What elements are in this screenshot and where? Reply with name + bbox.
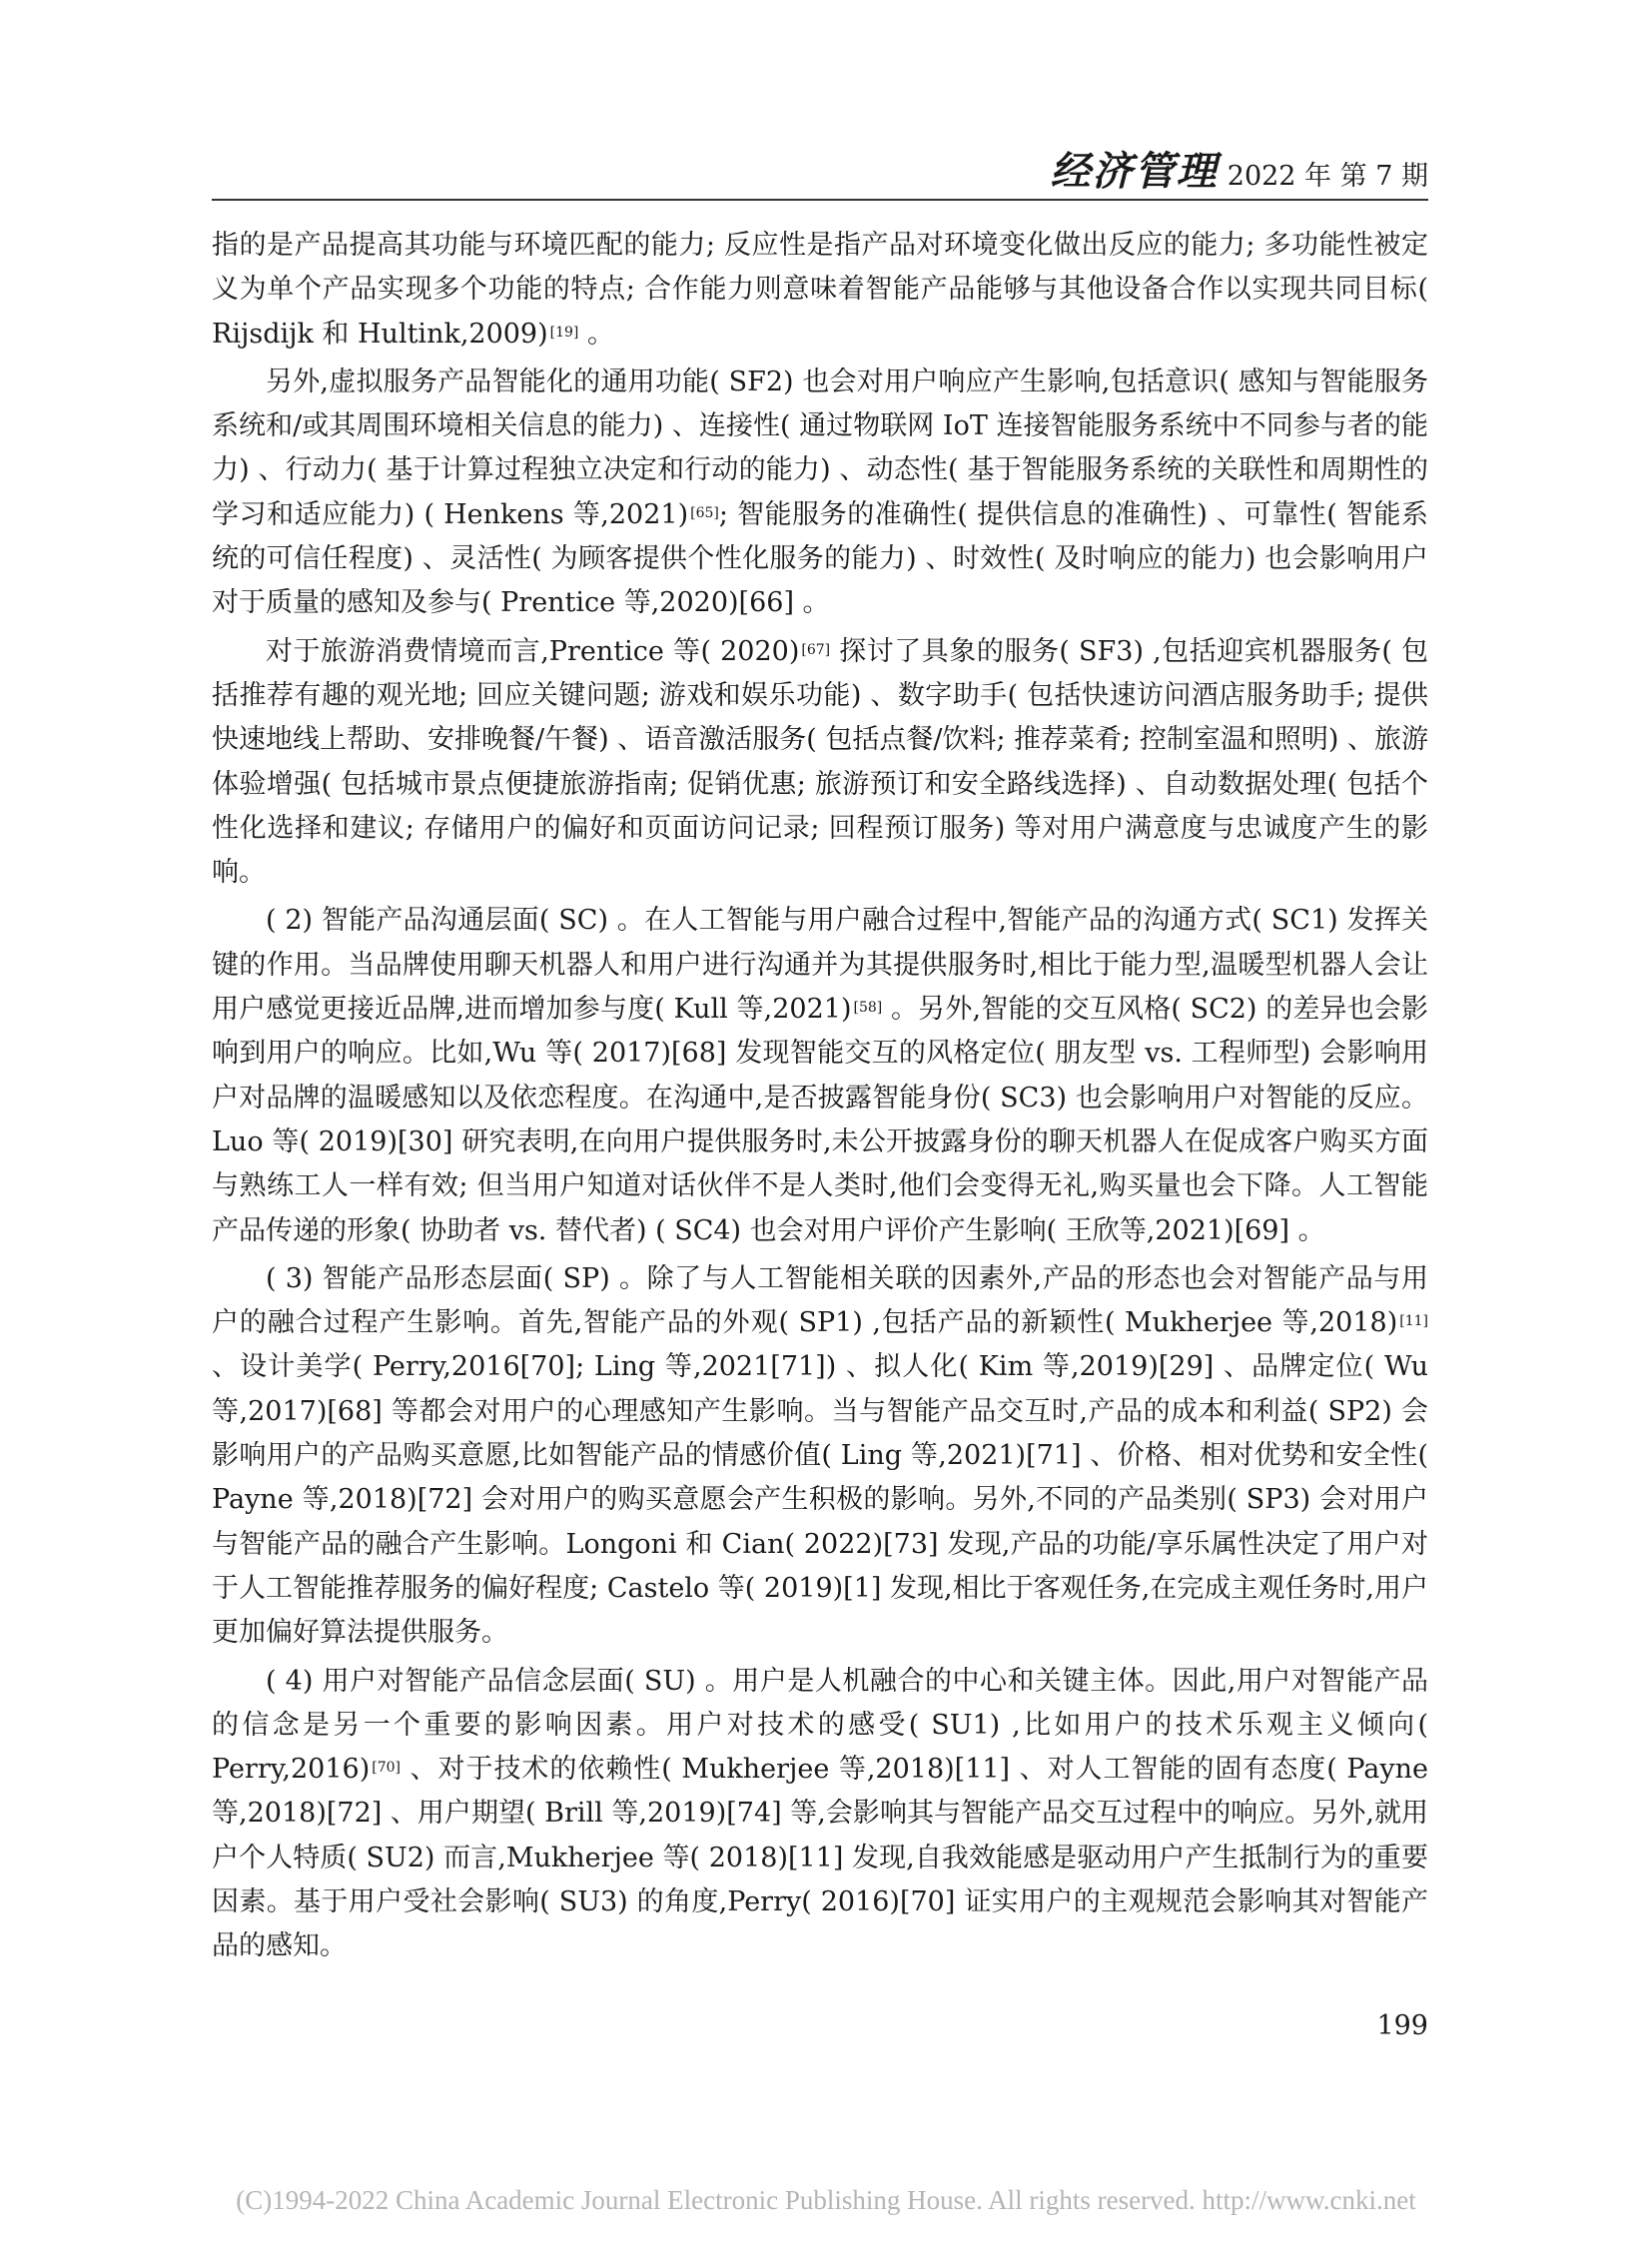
paragraph-text: 对于旅游消费情境而言,Prentice 等( 2020) (266, 635, 800, 667)
paragraph-text: ( 4) 用户对智能产品信念层面( SU) 。用户是人机融合的中心和关键主体。因此,用户对智能产品的信念是另一个重要的影响因素。用户对技术的感受( SU1) ,比如用户的技术乐观主义倾向( Perry,2016) (212, 1665, 1428, 1786)
journal-issue: 2022 年 第 7 期 (1227, 161, 1428, 192)
paragraph-tail: 探讨了具象的服务( SF3) ,包括迎宾机器服务( 包括推荐有趣的观光地; 回应关键问题; 游戏和娱乐功能) 、数字助手( 包括快速访问酒店服务助手; 提供快速地线上帮助、安排晚餐/午餐) 、语音激活服务( 包括点餐/饮料; 推荐菜肴; 控制室温和照明) 、旅游体验增强( 包括城市景点便捷旅游指南; 促销优惠; 旅游预订和安全路线选择) 、自动数据处理( 包括个性化选择和建议; 存储用户的偏好和页面访问记录; 回程预订服务) 等对用户满意度与忠诚度产生的影响。 (212, 635, 1429, 889)
paragraph-text: ( 2) 智能产品沟通层面( SC) 。在人工智能与用户融合过程中,智能产品的沟通方式( SC1) 发挥关键的作用。当品牌使用聊天机器人和用户进行沟通并为其提供服务时,相比于能力型,温暖型机器人会让用户感觉更接近品牌,进而增加参与度( Kull 等,2021) (212, 905, 1428, 1026)
paragraph-text: 指的是产品提高其功能与环境匹配的能力; 反应性是指产品对环境变化做出反应的能力; 多功能性被定义为单个产品实现多个功能的特点; 合作能力则意味着智能产品能够与其他设备合作以实现共同目标( Rijsdijk 和 Hultink,2009) (212, 230, 1428, 350)
paragraph-5 (212, 1257, 1428, 1656)
paragraph-tail: ; 智能服务的准确性( 提供信息的准确性) 、可靠性( 智能系统的可信任程度) 、灵活性( 为顾客提供个性化服务的能力) 、时效性( 及时响应的能力) 也会影响用户对于质量的感知及参与( Prentice 等,2020)[66] 。 (212, 498, 1428, 619)
running-header (212, 140, 1428, 196)
page-number: 199 (1376, 2010, 1428, 2041)
citation: [11] (1399, 1313, 1428, 1330)
citation: [67] (801, 641, 831, 658)
paragraph-4 (212, 899, 1428, 1252)
paragraph-text: 另外,虚拟服务产品智能化的通用功能( SF2) 也会对用户响应产生影响,包括意识( 感知与智能服务系统和/或其周围环境相关信息的能力) 、连接性( 通过物联网 IoT 连接智能服务系统中不同参与者的能力) 、行动力( 基于计算过程独立决定和行动的能力) 、动态性( 基于智能服务系统的关联性和周期性的学习和适应能力) ( Henkens 等,2021) (212, 366, 1428, 530)
citation: [58] (853, 1000, 883, 1017)
paragraph-3 (212, 630, 1428, 896)
paragraph-tail: 。 (578, 318, 614, 350)
paragraph-tail: 、设计美学( Perry,2016[70]; Ling 等,2021[71]) 、拟人化( Kim 等,2019)[29] 、品牌定位( Wu 等,2017)[68] 等都会对用户的心理感知产生影响。当与智能产品交互时,产品的成本和利益( SP2) 会影响用户的产品购买意愿,比如智能产品的情感价值( Ling 等,2021)[71] 、价格、相对优势和安全性( Payne 等,2018)[72] 会对用户的购买意愿会产生积极的影响。另外,不同的产品类别( SP3) 会对用户与智能产品的融合产生影响。Longoni 和 Cian( 2022)[73] 发现,产品的功能/享乐属性决定了用户对于人工智能推荐服务的偏好程度; Castelo 等( 2019)[1] 发现,相比于客观任务,在完成主观任务时,用户更加偏好算法提供服务。 (212, 1351, 1428, 1649)
paragraph-2 (212, 361, 1428, 626)
journal-name: 经济管理 (1050, 148, 1219, 195)
citation: [70] (372, 1760, 401, 1777)
citation: [65] (690, 504, 719, 521)
paragraph-6 (212, 1660, 1428, 1969)
journal-masthead (1051, 140, 1428, 197)
citation: [19] (549, 324, 579, 341)
paragraph-text: ( 3) 智能产品形态层面( SP) 。除了与人工智能相关联的因素外,产品的形态也会对智能产品与用户的融合过程产生影响。首先,智能产品的外观( SP1) ,包括产品的新颖性( Mukherjee 等,2018) (212, 1262, 1428, 1339)
paragraph-tail: 。另外,智能的交互风格( SC2) 的差异也会影响到用户的响应。比如,Wu 等( 2017)[68] 发现智能交互的风格定位( 朋友型 vs. 工程师型) 会影响用户对品牌的温暖感知以及依恋程度。在沟通中,是否披露智能身份( SC3) 也会影响用户对智能的反应。Luo 等( 2019)[30] 研究表明,在向用户提供服务时,未公开披露身份的聊天机器人在促成客户购买方面与熟练工人一样有效; 但当用户知道对话伙伴不是人类时,他们会变得无礼,购买量也会下降。人工智能产品传递的形象( 协助者 vs. 替代者) ( SC4) 也会对用户评价产生影响( 王欣等,2021)[69] 。 (212, 994, 1428, 1246)
copyright-footer: (C)1994-2022 China Academic Journal Electronic Publishing House. All rights reserved. http://www.cnki.net (236, 2185, 1416, 2215)
article-body (212, 224, 1428, 1973)
paragraph-tail: 、对于技术的依赖性( Mukherjee 等,2018)[11] 、对人工智能的固有态度( Payne 等,2018)[72] 、用户期望( Brill 等,2019)[74] 等,会影响其与智能产品交互过程中的响应。另外,就用户个人特质( SU2) 而言,Mukherjee 等( 2018)[11] 发现,自我效能感是驱动用户产生抵制行为的重要因素。基于用户受社会影响( SU3) 的角度,Perry( 2016)[70] 证实用户的主观规范会影响其对智能产品的感知。 (212, 1754, 1428, 1962)
header-rule (212, 199, 1428, 201)
paragraph-1 (212, 224, 1428, 357)
